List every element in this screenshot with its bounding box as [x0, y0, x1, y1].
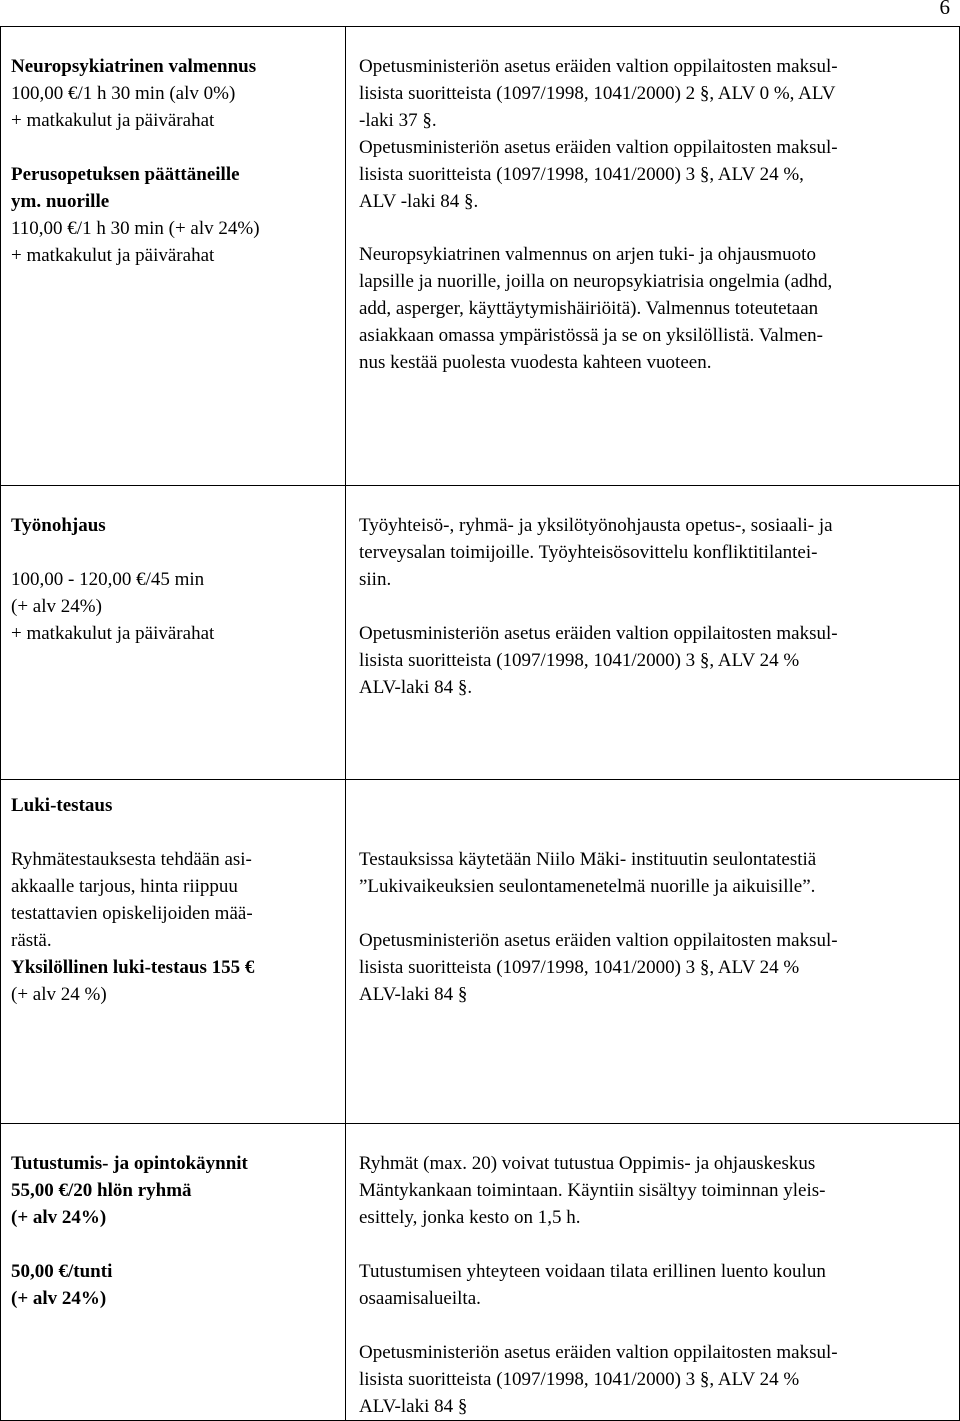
text-line: lisista suoritteista (1097/1998, 1041/2000) 2 §, ALV 0 %, ALV	[359, 83, 836, 104]
text-line: Testauksissa käytetään Niilo Mäki- instituutin seulontatestiä	[359, 849, 817, 870]
text-line: akkaalle tarjous, hinta riippuu	[11, 876, 238, 897]
text-line: Opetusministeriön asetus eräiden valtion oppilaitosten maksul-	[359, 56, 838, 77]
text-line: lapsille ja nuorille, joilla on neuropsykiatrisia ongelmia (adhd,	[359, 271, 833, 292]
price-line: + matkakulut ja päivärahat	[11, 623, 215, 644]
service-cell	[1, 486, 346, 780]
description-cell	[346, 486, 960, 780]
text-line: ALV-laki 84 §	[359, 984, 468, 1005]
service-title: Neuropsykiatrinen valmennus	[11, 56, 257, 77]
text-line: Opetusministeriön asetus eräiden valtion oppilaitosten maksul-	[359, 1342, 838, 1363]
text-line: terveysalan toimijoille. Työyhteisösovittelu konfliktitilantei-	[359, 542, 818, 563]
text-line: lisista suoritteista (1097/1998, 1041/2000) 3 §, ALV 24 %	[359, 1369, 800, 1390]
price-line: (+ alv 24 %)	[11, 984, 107, 1005]
text-line: lisista suoritteista (1097/1998, 1041/2000) 3 §, ALV 24 %	[359, 957, 800, 978]
text-line: asiakkaan omassa ympäristössä ja se on yksilöllistä. Valmen-	[359, 325, 824, 346]
text-line: -laki 37 §.	[359, 110, 437, 131]
text-line: Tutustumisen yhteyteen voidaan tilata erillinen luento koulun	[359, 1261, 826, 1282]
description-cell	[346, 1124, 960, 1421]
price-line: 55,00 €/20 hlön ryhmä	[11, 1180, 192, 1201]
description-cell	[346, 780, 960, 1124]
price-line: (+ alv 24%)	[11, 1207, 107, 1228]
text-line: add, asperger, käyttäytymishäiriöitä). Valmennus toteutetaan	[359, 298, 819, 319]
price-line: (+ alv 24%)	[11, 596, 102, 617]
page-number: 6	[939, 0, 950, 19]
price-line: Yksilöllinen luki-testaus 155 €	[11, 957, 255, 978]
text-line: siin.	[359, 569, 392, 590]
price-line: 100,00 €/1 h 30 min (alv 0%)	[11, 83, 236, 104]
text-line: lisista suoritteista (1097/1998, 1041/2000) 3 §, ALV 24 %,	[359, 164, 804, 185]
service-cell	[1, 1124, 346, 1421]
text-line: ”Lukivaikeuksien seulontamenetelmä nuorille ja aikuisille”.	[359, 876, 816, 897]
service-cell	[1, 27, 346, 486]
price-line: 110,00 €/1 h 30 min (+ alv 24%)	[11, 218, 260, 239]
text-line: Mäntykankaan toimintaan. Käyntiin sisältyy toiminnan yleis-	[359, 1180, 826, 1201]
table-row	[1, 1124, 960, 1421]
service-subtitle: ym. nuorille	[11, 191, 110, 212]
price-table	[0, 26, 960, 1421]
table-row	[1, 780, 960, 1124]
text-line: rästä.	[11, 930, 52, 951]
text-line: Ryhmätestauksesta tehdään asi-	[11, 849, 252, 870]
text-line: testattavien opiskelijoiden mää-	[11, 903, 253, 924]
text-line: lisista suoritteista (1097/1998, 1041/2000) 3 §, ALV 24 %	[359, 650, 800, 671]
text-line: Opetusministeriön asetus eräiden valtion oppilaitosten maksul-	[359, 930, 838, 951]
service-subtitle: Perusopetuksen päättäneille	[11, 164, 240, 185]
text-line: Työyhteisö-, ryhmä- ja yksilötyönohjausta opetus-, sosiaali- ja	[359, 515, 833, 536]
table-row	[1, 486, 960, 780]
price-line: 100,00 - 120,00 €/45 min	[11, 569, 205, 590]
text-line: Opetusministeriön asetus eräiden valtion oppilaitosten maksul-	[359, 137, 838, 158]
price-line: + matkakulut ja päivärahat	[11, 245, 215, 266]
service-cell	[1, 780, 346, 1124]
table-row	[1, 27, 960, 486]
text-line: osaamisalueilta.	[359, 1288, 481, 1309]
text-line: nus kestää puolesta vuodesta kahteen vuoteen.	[359, 352, 712, 373]
price-line: + matkakulut ja päivärahat	[11, 110, 215, 131]
text-line: Ryhmät (max. 20) voivat tutustua Oppimis- ja ohjauskeskus	[359, 1153, 816, 1174]
price-line: 50,00 €/tunti	[11, 1261, 113, 1282]
description-cell	[346, 27, 960, 486]
text-line: ALV -laki 84 §.	[359, 191, 479, 212]
text-line: Opetusministeriön asetus eräiden valtion oppilaitosten maksul-	[359, 623, 838, 644]
price-line: (+ alv 24%)	[11, 1288, 107, 1309]
service-title: Työnohjaus	[11, 515, 106, 536]
service-title: Tutustumis- ja opintokäynnit	[11, 1153, 248, 1174]
text-line: Neuropsykiatrinen valmennus on arjen tuki- ja ohjausmuoto	[359, 244, 816, 265]
text-line: ALV-laki 84 §	[359, 1396, 468, 1417]
text-line: ALV-laki 84 §.	[359, 677, 473, 698]
service-title: Luki-testaus	[11, 795, 113, 816]
text-line: esittely, jonka kesto on 1,5 h.	[359, 1207, 581, 1228]
